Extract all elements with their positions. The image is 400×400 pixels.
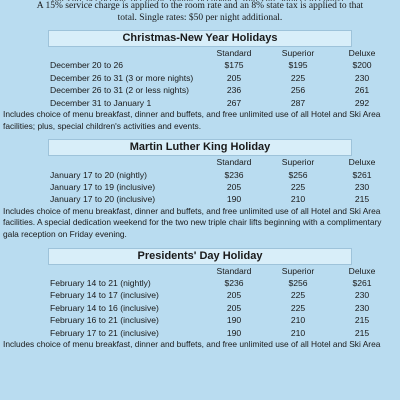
rates-table-presidents-day <box>50 265 394 339</box>
table-header-row <box>50 265 394 277</box>
standard-rate: $175 <box>224 60 244 71</box>
deluxe-rate: 230 <box>354 182 370 193</box>
superior-rate: 287 <box>290 97 306 108</box>
column-header-standard: Standard <box>216 157 252 168</box>
period-cell: January 17 to 20 (nightly) <box>50 169 147 180</box>
section-title-mlk: Martin Luther King Holiday <box>48 139 352 156</box>
table-row <box>50 327 394 339</box>
column-header-deluxe: Deluxe <box>348 157 376 168</box>
table-row <box>50 302 394 314</box>
section-note-presidents-day: Includes choice of menu breakfast, dinner and buffets, and free unlimited use of all Hotel and Ski Area <box>3 339 381 350</box>
table-row <box>50 181 394 193</box>
column-header-superior: Superior <box>281 48 315 58</box>
deluxe-rate: 230 <box>354 302 370 313</box>
intro-block <box>0 0 400 24</box>
standard-rate: $236 <box>224 169 244 180</box>
period-cell: December 31 to January 1 <box>50 97 152 108</box>
standard-rate: $236 <box>224 278 244 289</box>
superior-rate: 225 <box>290 72 306 83</box>
deluxe-rate: $200 <box>352 60 372 71</box>
standard-rate: 205 <box>226 290 242 301</box>
table-row <box>50 289 394 301</box>
standard-rate: 205 <box>226 72 242 83</box>
deluxe-rate: 261 <box>354 85 370 96</box>
section-title-christmas: Christmas-New Year Holidays <box>48 30 352 47</box>
period-cell: February 16 to 21 (inclusive) <box>50 315 159 326</box>
superior-rate: 210 <box>290 194 306 205</box>
deluxe-rate: $261 <box>352 278 372 289</box>
standard-rate: 236 <box>226 85 242 96</box>
table-row <box>50 169 394 181</box>
column-header-standard: Standard <box>216 48 252 58</box>
column-header-deluxe: Deluxe <box>348 48 376 58</box>
table-row <box>50 97 394 109</box>
intro-line-service-charge: A 15% service charge is applied to the room rate and an 8% state tax is applied to that <box>36 1 364 11</box>
period-cell: February 14 to 16 (inclusive) <box>50 302 159 313</box>
period-cell: December 26 to 31 (3 or more nights) <box>50 72 194 83</box>
intro-line-single-rates: total. Single rates: $50 per night additional. <box>117 12 283 23</box>
standard-rate: 205 <box>226 182 242 193</box>
standard-rate: 190 <box>226 315 242 326</box>
column-header-superior: Superior <box>281 265 315 276</box>
period-cell: December 26 to 31 (2 or less nights) <box>50 85 189 96</box>
column-header-deluxe: Deluxe <box>348 265 376 276</box>
standard-rate: 205 <box>226 302 242 313</box>
superior-rate: 225 <box>290 290 306 301</box>
deluxe-rate: 215 <box>354 315 370 326</box>
superior-rate: $256 <box>288 278 308 289</box>
column-header-standard: Standard <box>216 265 252 276</box>
deluxe-rate: 230 <box>354 290 370 301</box>
table-row <box>50 84 394 96</box>
section-note-christmas: Includes choice of menu breakfast, dinner and buffets, and free unlimited use of all Hotel and Ski Area facilities; plus, special children's activities and events. <box>3 109 381 131</box>
superior-rate: 225 <box>290 182 306 193</box>
superior-rate: $195 <box>288 60 308 71</box>
deluxe-rate: 215 <box>354 327 370 338</box>
table-row <box>50 314 394 326</box>
deluxe-rate: 230 <box>354 72 370 83</box>
column-header-superior: Superior <box>281 157 315 168</box>
table-row <box>50 59 394 71</box>
deluxe-rate: $261 <box>352 169 372 180</box>
period-cell: February 14 to 21 (nightly) <box>50 278 151 289</box>
period-cell: January 17 to 20 (inclusive) <box>50 194 156 205</box>
superior-rate: $256 <box>288 169 308 180</box>
standard-rate: 190 <box>226 327 242 338</box>
period-cell: December 20 to 26 <box>50 60 124 71</box>
superior-rate: 225 <box>290 302 306 313</box>
table-row <box>50 72 394 84</box>
period-cell: January 17 to 19 (inclusive) <box>50 182 156 193</box>
table-header-row <box>50 47 394 59</box>
superior-rate: 256 <box>290 85 306 96</box>
period-cell: February 17 to 21 (inclusive) <box>50 327 159 338</box>
rates-table-mlk <box>50 156 394 206</box>
deluxe-rate: 292 <box>354 97 370 108</box>
standard-rate: 190 <box>226 194 242 205</box>
rates-table-christmas <box>50 47 394 109</box>
standard-rate: 267 <box>226 97 242 108</box>
section-title-presidents-day: Presidents' Day Holiday <box>48 248 352 265</box>
section-note-mlk: Includes choice of menu breakfast, dinner and buffets, and free unlimited use of all Hotel and Ski Area facilities. A special dedication weekend for the two new triple chair lifts beginning with a complimentary gala reception on Friday evening. <box>3 205 382 240</box>
superior-rate: 210 <box>290 327 306 338</box>
period-cell: February 14 to 17 (inclusive) <box>50 290 159 301</box>
table-row <box>50 277 394 289</box>
superior-rate: 210 <box>290 315 306 326</box>
deluxe-rate: 215 <box>354 194 370 205</box>
table-row <box>50 193 394 205</box>
table-header-row <box>50 156 394 168</box>
